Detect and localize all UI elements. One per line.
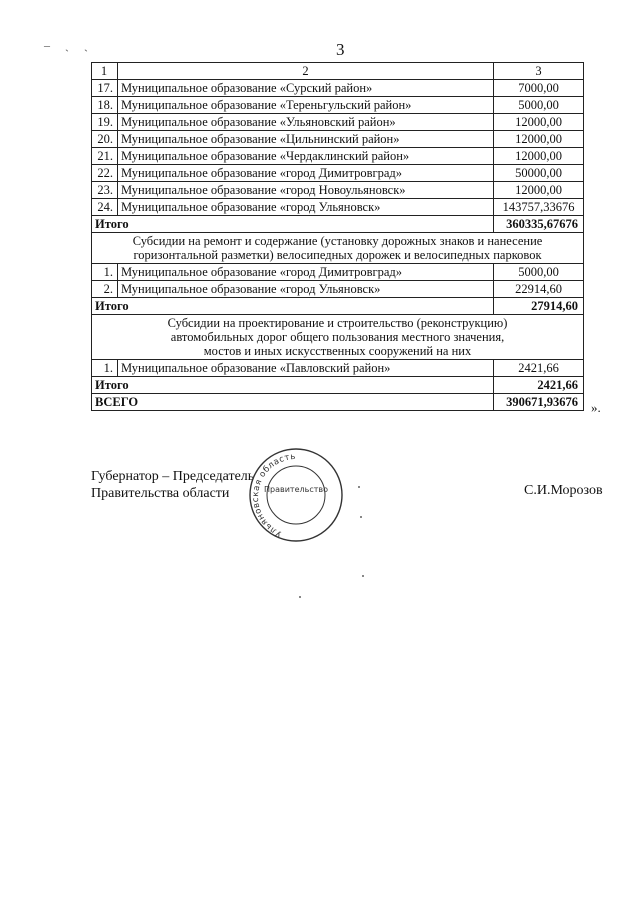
section2-title bbox=[92, 233, 584, 264]
row-number: 18. bbox=[92, 97, 118, 114]
section1-row bbox=[92, 199, 584, 216]
row-municipality: Муниципальное образование «Чердаклинский район» bbox=[118, 148, 494, 165]
section3-title-line1: Субсидии на проектирование и строительство (реконструкцию) bbox=[167, 316, 508, 330]
grand-total-row bbox=[92, 394, 584, 411]
row-municipality: Муниципальное образование «Павловский район» bbox=[118, 360, 494, 377]
row-municipality: Муниципальное образование «город Ульяновск» bbox=[118, 199, 494, 216]
row-number: 23. bbox=[92, 182, 118, 199]
scan-dot bbox=[362, 575, 364, 577]
row-municipality: Муниципальное образование «Тереньгульский район» bbox=[118, 97, 494, 114]
signer-title-line1: Губернатор – Председатель bbox=[91, 469, 255, 484]
page-number: 3 bbox=[336, 40, 345, 59]
section2-total-value: 27914,60 bbox=[494, 298, 584, 315]
subsidy-table bbox=[91, 62, 584, 411]
closing-quote: ». bbox=[591, 400, 601, 415]
section3-title-row bbox=[92, 315, 584, 360]
section1-row bbox=[92, 165, 584, 182]
row-number: 1. bbox=[92, 264, 118, 281]
row-amount: 12000,00 bbox=[494, 114, 584, 131]
signer-name: С.И.Морозов bbox=[524, 483, 603, 498]
section2-title-line1: Субсидии на ремонт и содержание (установку дорожных знаков и нанесение bbox=[132, 234, 543, 248]
section2-total-label: Итого bbox=[92, 298, 494, 315]
section2-rows bbox=[92, 264, 584, 298]
row-amount: 12000,00 bbox=[494, 131, 584, 148]
row-municipality: Муниципальное образование «Цильнинский район» bbox=[118, 131, 494, 148]
section2-row bbox=[92, 281, 584, 298]
header-col-3: 3 bbox=[494, 63, 584, 80]
section2-row bbox=[92, 264, 584, 281]
scan-dot bbox=[358, 486, 360, 488]
section1-row bbox=[92, 97, 584, 114]
section3-title-line2: автомобильных дорог общего пользования местного значения, bbox=[170, 330, 505, 344]
row-municipality: Муниципальное образование «город Димитровград» bbox=[118, 264, 494, 281]
grand-total-label: ВСЕГО bbox=[92, 394, 494, 411]
row-number: 19. bbox=[92, 114, 118, 131]
section3-total-row bbox=[92, 377, 584, 394]
row-municipality: Муниципальное образование «город Новоульяновск» bbox=[118, 182, 494, 199]
svg-text:Ульяновская область bbox=[251, 452, 296, 539]
section1-row bbox=[92, 182, 584, 199]
section3-total-value: 2421,66 bbox=[494, 377, 584, 394]
row-number: 24. bbox=[92, 199, 118, 216]
row-number: 17. bbox=[92, 80, 118, 97]
seal-center-text: Правительство bbox=[264, 485, 328, 494]
row-amount: 50000,00 bbox=[494, 165, 584, 182]
row-municipality: Муниципальное образование «город Ульяновск» bbox=[118, 281, 494, 298]
section1-total-label: Итого bbox=[92, 216, 494, 233]
section1-row bbox=[92, 148, 584, 165]
row-number: 20. bbox=[92, 131, 118, 148]
row-number: 1. bbox=[92, 360, 118, 377]
row-municipality: Муниципальное образование «Сурский район» bbox=[118, 80, 494, 97]
section1-total-row bbox=[92, 216, 584, 233]
row-amount: 143757,33676 bbox=[494, 199, 584, 216]
section1-total-value: 360335,67676 bbox=[494, 216, 584, 233]
header-col-1: 1 bbox=[92, 63, 118, 80]
row-amount: 22914,60 bbox=[494, 281, 584, 298]
seal-outer-text: Ульяновская область bbox=[250, 451, 297, 539]
section1-row bbox=[92, 114, 584, 131]
scan-dot bbox=[360, 516, 362, 518]
signature-block bbox=[91, 468, 254, 502]
section3-title-line3: мостов и иных искусственных сооружений на них bbox=[203, 344, 472, 358]
scan-dot bbox=[299, 596, 301, 598]
row-municipality: Муниципальное образование «Ульяновский район» bbox=[118, 114, 494, 131]
row-number: 22. bbox=[92, 165, 118, 182]
row-municipality: Муниципальное образование «город Димитровград» bbox=[118, 165, 494, 182]
official-seal bbox=[246, 447, 346, 543]
row-amount: 5000,00 bbox=[494, 264, 584, 281]
section1-row bbox=[92, 80, 584, 97]
scan-mark: ‒ ˏ ˎ bbox=[44, 38, 94, 52]
row-amount: 5000,00 bbox=[494, 97, 584, 114]
row-amount: 12000,00 bbox=[494, 148, 584, 165]
section3-total-label: Итого bbox=[92, 377, 494, 394]
row-number: 21. bbox=[92, 148, 118, 165]
section1-rows bbox=[92, 80, 584, 216]
grand-total-value: 390671,93676 bbox=[494, 394, 584, 411]
signer-title-line2: Правительства области bbox=[91, 486, 230, 501]
section1-row bbox=[92, 131, 584, 148]
row-amount: 12000,00 bbox=[494, 182, 584, 199]
section3-row bbox=[92, 360, 584, 377]
table-header-row bbox=[92, 63, 584, 80]
section2-title-row bbox=[92, 233, 584, 264]
row-amount: 7000,00 bbox=[494, 80, 584, 97]
row-amount: 2421,66 bbox=[494, 360, 584, 377]
section3-rows bbox=[92, 360, 584, 377]
header-col-2: 2 bbox=[118, 63, 494, 80]
section2-total-row bbox=[92, 298, 584, 315]
section3-title bbox=[92, 315, 584, 360]
row-number: 2. bbox=[92, 281, 118, 298]
section2-title-line2: горизонтальной разметки) велосипедных дорожек и велосипедных парковок bbox=[133, 248, 542, 262]
